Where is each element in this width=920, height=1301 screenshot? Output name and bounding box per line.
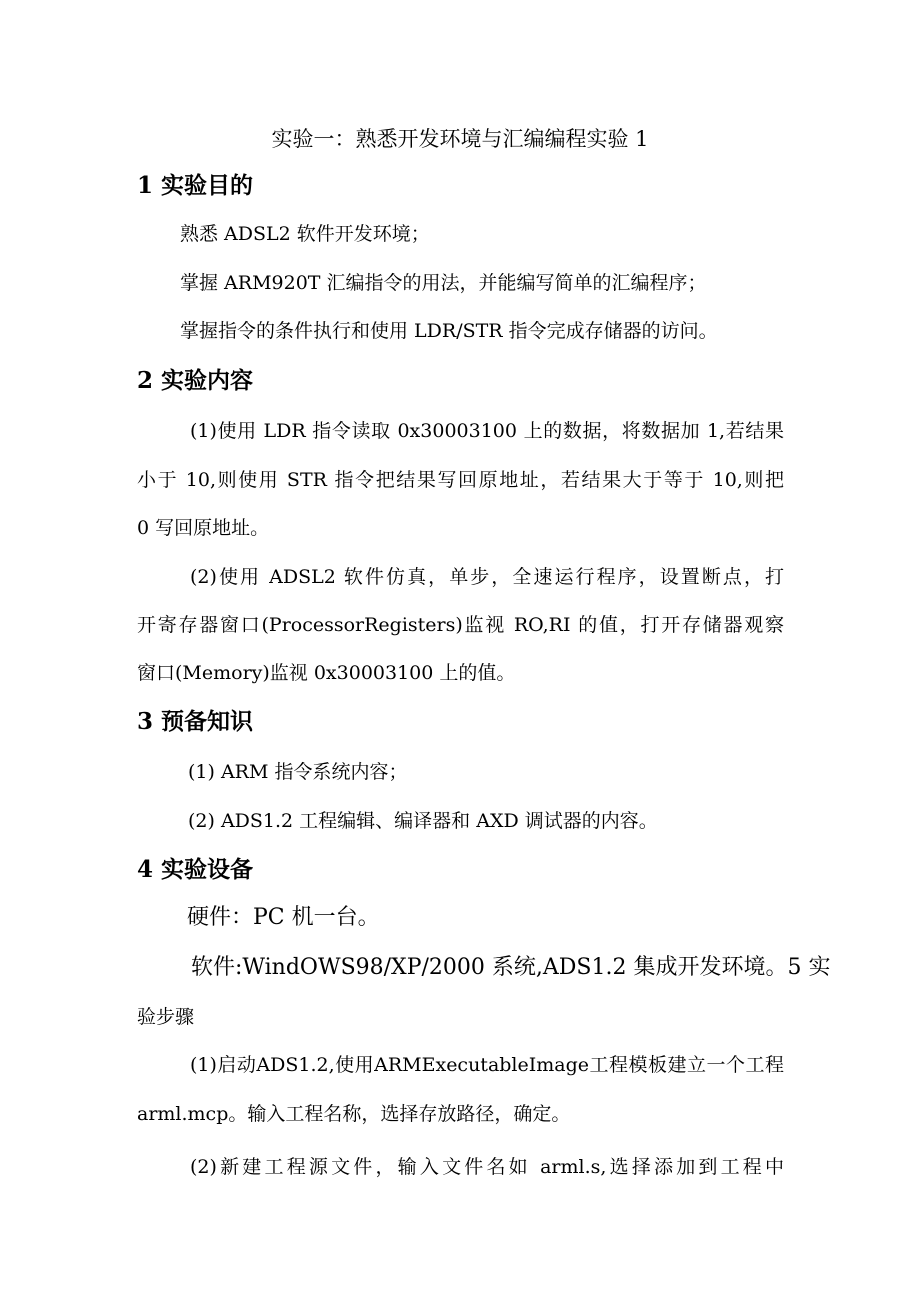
section-2-heading: 2 实验内容 (137, 367, 254, 394)
section-4-software-line-1: 软件:WindOWS98/XP/2000 系统,ADS1.2 集成开发环境。5 实 (191, 955, 831, 980)
section-3-heading: 3 预备知识 (137, 708, 254, 735)
section-1-line-1: 熟悉 ADSL2 软件开发环境； (180, 223, 430, 245)
section-1-line-3: 掌握指令的条件执行和使用 LDR/STR 指令完成存储器的访问。 (180, 320, 718, 342)
steps-para-2-line-1: (2)新建工程源文件，输入文件名如 arml.s,选择添加到工程中 (190, 1156, 784, 1178)
steps-para-1-line-2: arml.mcp。输入工程名称，选择存放路径，确定。 (137, 1103, 571, 1125)
section-2-para-2-line-1: (2)使用 ADSL2 软件仿真，单步，全速运行程序，设置断点，打 (190, 566, 784, 588)
section-1-line-2: 掌握 ARM920T 汇编指令的用法，并能编写简单的汇编程序； (180, 272, 707, 294)
steps-para-1-line-1: (1)启动ADS1.2,使用ARMExecutableImage工程模板建立一个工程 (190, 1054, 784, 1076)
section-4-hardware: 硬件：PC 机一台。 (187, 905, 380, 930)
section-3-line-1: (1) ARM 指令系统内容； (188, 761, 408, 783)
section-3-line-2: (2) ADS1.2 工程编辑、编译器和 AXD 调试器的内容。 (188, 810, 658, 832)
section-2-para-1-line-2: 小于 10,则使用 STR 指令把结果写回原地址，若结果大于等于 10,则把 (137, 469, 784, 491)
section-2-para-1-line-1: (1)使用 LDR 指令读取 0x30003100 上的数据，将数据加 1,若结果 (190, 420, 784, 442)
section-4-software-line-2: 验步骤 (137, 1006, 195, 1028)
section-2-para-2-line-2: 开寄存器窗口(ProcessorRegisters)监视 RO,RI 的值，打开存储器观察 (137, 614, 784, 636)
section-2-para-2-line-3: 窗口(Memory)监视 0x30003100 上的值。 (137, 662, 516, 684)
section-2-para-1-line-3: 0 写回原地址。 (137, 517, 270, 539)
section-4-heading: 4 实验设备 (137, 856, 254, 883)
section-1-heading: 1 实验目的 (137, 172, 254, 199)
document-title: 实验一：熟悉开发环境与汇编编程实验 1 (271, 127, 649, 151)
